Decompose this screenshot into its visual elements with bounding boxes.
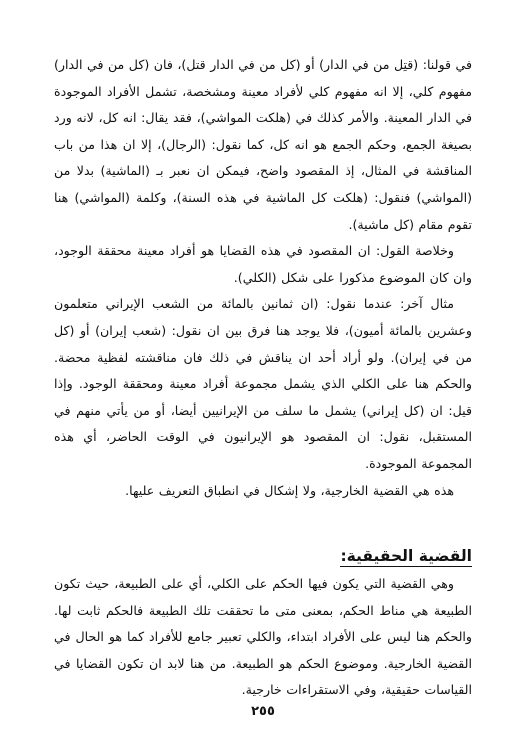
paragraph-summary: وخلاصة القول: ان المقصود في هذه القضايا هو أفراد معينة محققة الوجود، وان كان الموضوع مذكورا على شكل (الكلي).	[54, 243, 472, 285]
page-number: ٢٥٥	[251, 704, 275, 719]
section-heading-text: القضية الحقيقية:	[340, 547, 472, 566]
paragraph-external-example: في قولنا: (قتِل من في الدار) أو (كل من في الدار قتل)، فان (كل من في الدار) مفهوم كلي، إلا انه مفهوم كلي لأفراد معينة ومشخصة، تشمل الأفراد الموجودة في الدار المعينة. والأمر كذلك في (هلكت المواشي)، فقد يقال: انه كل، لانه ورد بصيغة الجمع، وحكم الجمع هو انه كل، كما نقول: (الرجال)، إلا ان هذا من باب المناقشة في المثال، إذ المقصود واضح، فيمكن ان نعبر بـ (الماشية) بدلا من (المواشي) فنقول: (هلكت كل الماشية في هذه السنة)، وكلمة (المواشي) هنا تقوم مقام (كل ماشية).	[54, 57, 472, 232]
paragraph-external-conclusion: هذه هي القضية الخارجية، ولا إشكال في انطباق التعريف عليها.	[125, 482, 454, 498]
page-body	[54, 52, 472, 704]
section-heading	[54, 544, 472, 568]
paragraph-iran-example: مثال آخر: عندما نقول: (ان ثمانين بالمائة من الشعب الإيراني متعلمون وعشرين بالمائة أميون)، فلا يوجد هنا فرق بين ان نقول: (شعب إيران) أو (كل من في إيران). ولو أراد أحد ان يناقش في ذلك فان مناقشته لفظية محضة. والحكم هنا على الكلي الذي يشمل مجموعة أفراد معينة ومحققة الوجود. وإذا قيل: ان (كل إيراني) يشمل ما سلف من الإيرانيين أيضا، أو من يأتي منهم في المستقبل، نقول: ان المقصود هو الإيرانيون في الوقت الحاضر، أي هذه المجموعة الموجودة.	[54, 296, 472, 471]
paragraph-real-proposition: وهي القضية التي يكون فيها الحكم على الكلي، أي على الطبيعة، حيث تكون الطبيعة هي مناط الحكم، بمعنى متى ما تحققت تلك الطبيعة فالحكم ثابت لها. والحكم هنا ليس على الأفراد ابتداء، والكلي تعبير جامع للأفراد كما هو الحال في القضية الخارجية. وموضوع الحكم هو الطبيعة. من هنا لابد ان تكون القضايا في القياسات حقيقية، وفي الاستقراءات خارجية.	[54, 576, 472, 698]
